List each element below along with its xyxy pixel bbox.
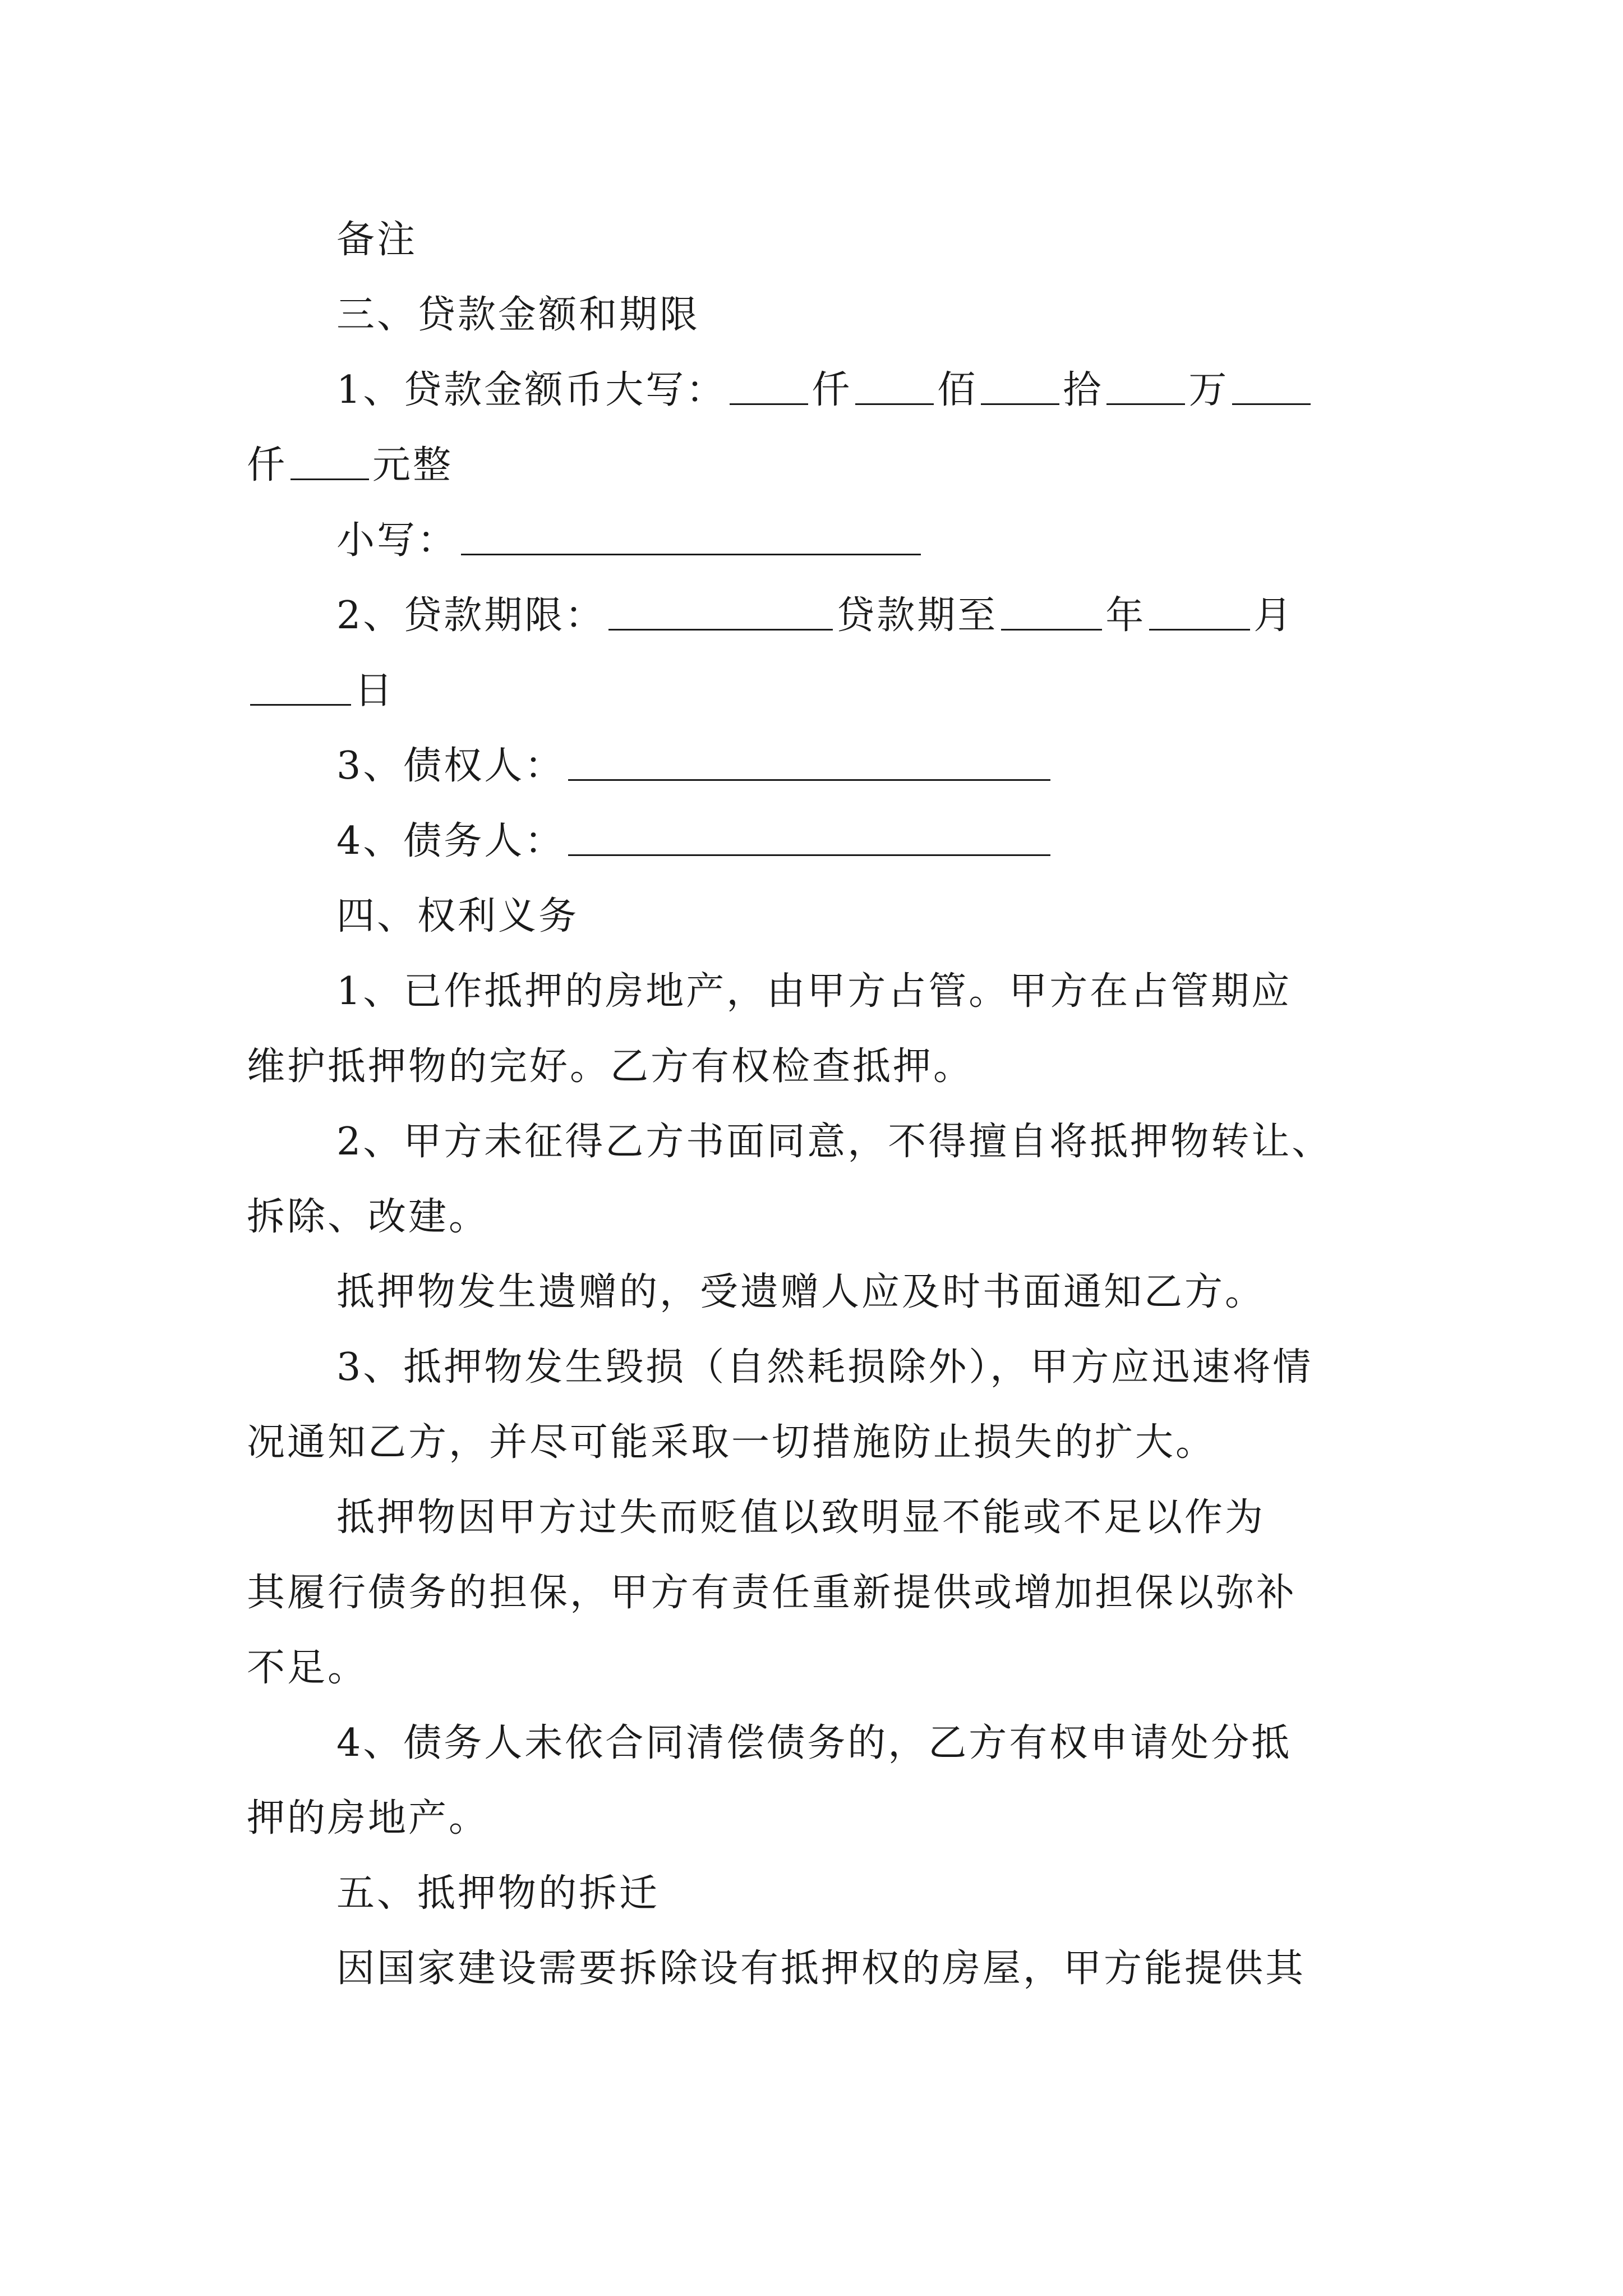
paragraph-line [247,1420,1216,1465]
paragraph-line [247,1571,1297,1616]
paragraph-line [336,1120,1332,1165]
text-span: 年 [1105,593,1146,638]
text-span: 3、债权人： [336,744,565,788]
paragraph-line [336,969,1292,1014]
section-3-heading [336,293,700,338]
text-span: 4、债务人未依合同清偿债务的，乙方有权申请处分抵 [336,1721,1292,1765]
text-span: 不足。 [247,1646,368,1690]
text-span: 月 [1253,593,1294,638]
text-span: 小写： [336,518,458,563]
blank-field[interactable] [1232,370,1311,405]
paragraph-line [336,1345,1313,1390]
loan-term-line [336,593,1294,638]
paragraph-line [247,1646,368,1691]
section-5-heading [336,1871,660,1916]
loan-amount-uppercase-line [336,368,1314,413]
text-span: 因国家建设需要拆除设有抵押权的房屋，甲方能提供其 [336,1947,1306,1991]
remarks-label [336,218,417,263]
paragraph-line [336,1947,1306,1991]
text-span: 维护抵押物的完好。乙方有权检查抵押。 [247,1045,974,1089]
text-span: 4、债务人： [336,819,565,863]
text-span: 3、抵押物发生毁损（自然耗损除外），甲方应迅速将情 [336,1345,1313,1389]
paragraph-line [336,1270,1265,1315]
text-span: 拾 [1063,368,1104,412]
blank-field[interactable] [608,595,833,631]
blank-field[interactable] [568,746,1050,781]
text-span: 仟 [247,443,288,487]
blank-field[interactable] [1001,595,1102,631]
loan-term-line-cont [247,669,395,714]
text-span: 五、抵押物的拆迁 [336,1871,660,1916]
text-span: 抵押物发生遗赠的，受遗赠人应及时书面通知乙方。 [336,1270,1266,1314]
text-span: 贷款期至 [836,593,998,638]
blank-field[interactable] [855,370,934,405]
text-span: 拆除、改建。 [247,1195,490,1239]
blank-field[interactable] [568,821,1050,856]
text-span: 况通知乙方，并尽可能采取一切措施防止损失的扩大。 [247,1420,1216,1465]
paragraph-line [336,1721,1292,1766]
blank-field[interactable] [1149,595,1250,631]
debtor-line [336,819,1054,864]
blank-field[interactable] [461,520,921,555]
text-span: 元整 [372,443,454,487]
paragraph-line [247,1045,974,1089]
text-span: 1、已作抵押的房地产，由甲方占管。甲方在占管期应 [336,969,1292,1014]
paragraph-line [247,1796,489,1841]
blank-field[interactable] [250,670,351,706]
text-span: 佰 [937,368,978,412]
text-span: 仟 [811,368,852,412]
section-4-heading [336,894,579,939]
blank-field[interactable] [981,370,1059,405]
paragraph-line [336,1496,1265,1540]
blank-field[interactable] [730,370,808,405]
text-span: 2、贷款期限： [336,593,606,638]
loan-amount-uppercase-line-cont [247,443,453,488]
creditor-line [336,744,1054,789]
blank-field[interactable] [1106,370,1185,405]
paragraph-line [247,1195,489,1240]
text-span: 抵押物因甲方过失而贬值以致明显不能或不足以作为 [336,1496,1266,1540]
text-span: 四、权利义务 [336,894,579,938]
loan-amount-lowercase-line [336,518,924,563]
text-span: 备注 [336,218,418,262]
text-span: 其履行债务的担保，甲方有责任重新提供或增加担保以弥补 [247,1571,1297,1615]
text-span: 2、甲方未征得乙方书面同意，不得擅自将抵押物转让、 [336,1120,1332,1164]
text-span: 三、贷款金额和期限 [336,293,700,337]
text-span: 押的房地产。 [247,1796,490,1841]
blank-field[interactable] [291,445,369,480]
text-span: 1、贷款金额币大写： [336,368,727,412]
text-span: 日 [354,669,395,713]
text-span: 万 [1188,368,1229,412]
